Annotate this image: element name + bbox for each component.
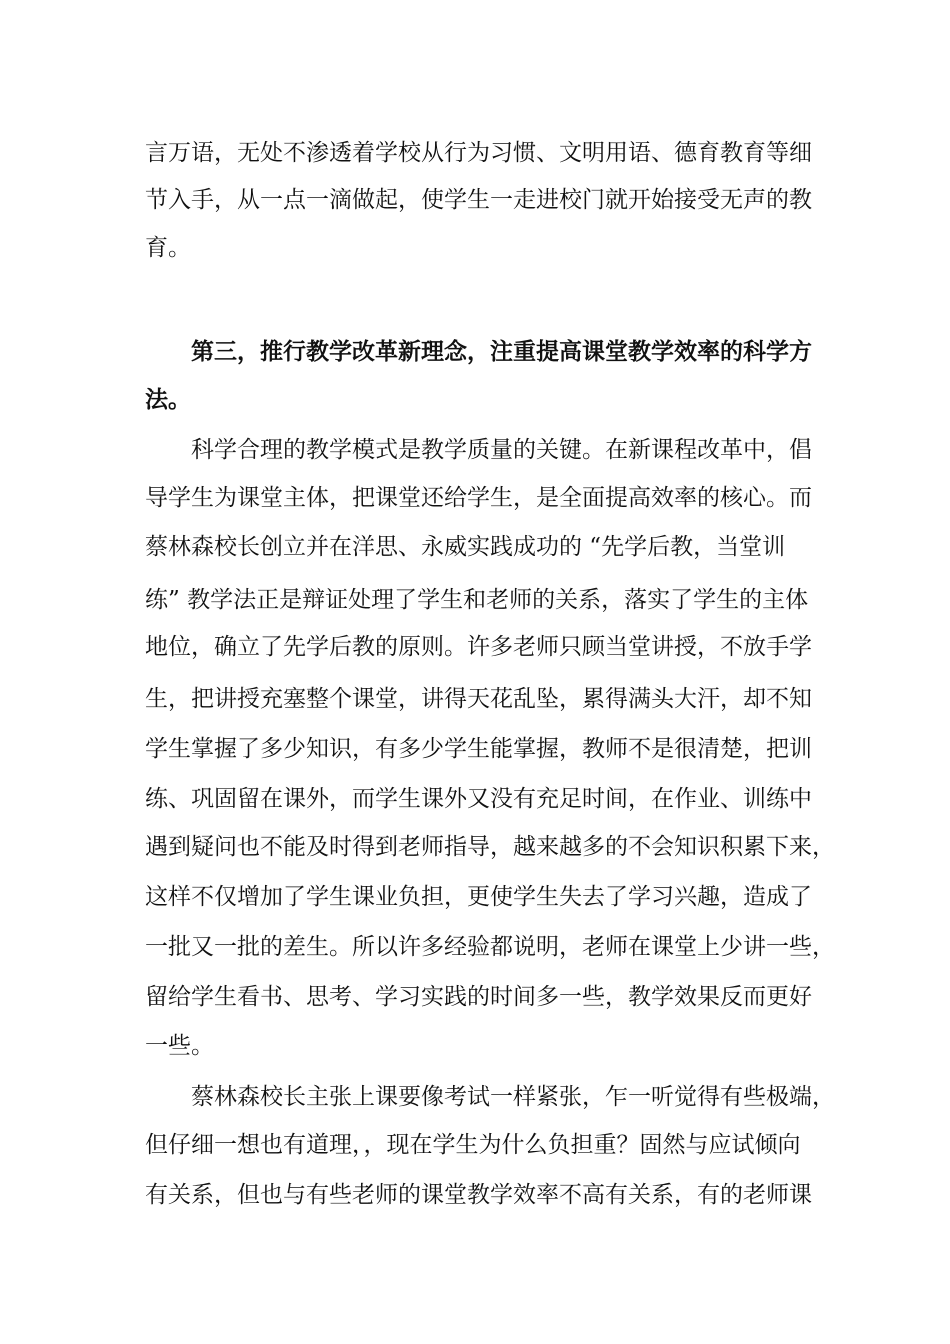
text-line: 地位，确立了先学后教的原则。许多老师只顾当堂讲授，不放手学 — [145, 634, 812, 660]
section-heading-line: 第三，推行教学改革新理念，注重提高课堂教学效率的科学方 — [191, 338, 812, 365]
text-line: 但仔细一想也有道理，，现在学生为什么负担重？固然与应试倾向 — [145, 1132, 801, 1158]
text-line: 有关系，但也与有些老师的课堂教学效率不高有关系，有的老师课 — [145, 1182, 812, 1208]
text-line: 一批又一批的差生。所以许多经验都说明，老师在课堂上少讲一些， — [145, 934, 835, 960]
text-line: 生，把讲授充塞整个课堂，讲得天花乱坠，累得满头大汗，却不知 — [145, 686, 812, 712]
text-line: 一些。 — [145, 1033, 214, 1059]
text-line: 练” 教学法正是辩证处理了学生和老师的关系，落实了学生的主体 — [145, 587, 809, 613]
text-line: 留给学生看书、思考、学习实践的时间多一些，教学效果反而更好 — [145, 984, 812, 1010]
section-heading-line: 法。 — [145, 386, 191, 413]
text-line: 科学合理的教学模式是教学质量的关键。在新课程改革中，倡 — [191, 437, 812, 463]
text-line: 蔡林森校长创立并在洋思、永威实践成功的 “先学后教，当堂训 — [145, 534, 786, 560]
text-line: 学生掌握了多少知识，有多少学生能掌握，教师不是很清楚，把训 — [145, 736, 812, 762]
text-line: 育。 — [145, 235, 191, 261]
text-line: 蔡林森校长主张上课要像考试一样紧张，乍一听觉得有些极端， — [191, 1084, 835, 1110]
text-line: 练、巩固留在课外，而学生课外又没有充足时间，在作业、训练中 — [145, 786, 812, 812]
text-line: 这样不仅增加了学生课业负担，更使学生失去了学习兴趣，造成了 — [145, 884, 812, 910]
text-line: 导学生为课堂主体，把课堂还给学生，是全面提高效率的核心。而 — [145, 485, 812, 511]
text-line: 言万语，无处不渗透着学校从行为习惯、文明用语、德育教育等细 — [145, 140, 812, 166]
text-line: 节入手，从一点一滴做起，使学生一走进校门就开始接受无声的教 — [145, 187, 812, 213]
text-line: 遇到疑问也不能及时得到老师指导，越来越多的不会知识积累下来， — [145, 834, 835, 860]
